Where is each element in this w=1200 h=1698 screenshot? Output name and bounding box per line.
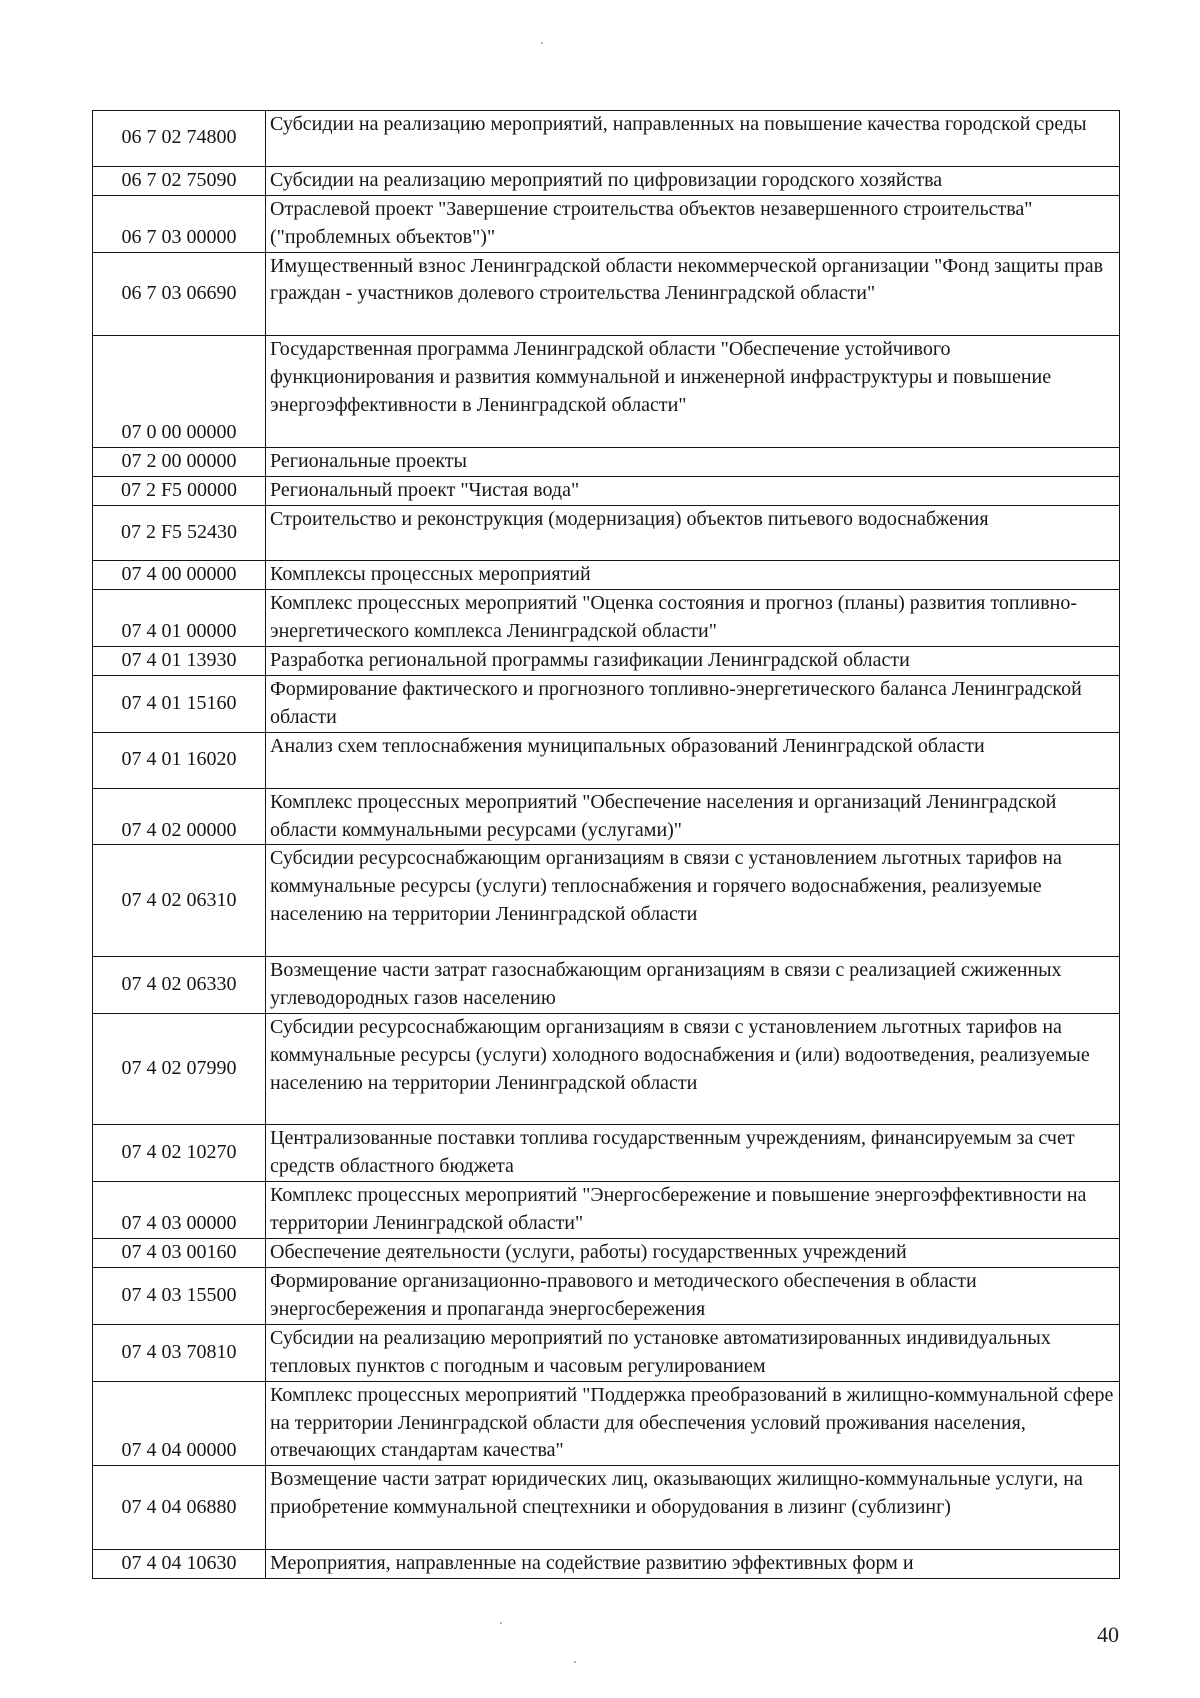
row-code: 07 4 03 00160 (93, 1239, 266, 1268)
row-code: 07 4 04 06880 (93, 1466, 266, 1550)
row-description: Формирование фактического и прогнозного топливно-энергетического баланса Ленинградской области (266, 676, 1120, 733)
table-row (93, 166, 1120, 195)
table-row (93, 561, 1120, 590)
row-code: 07 2 00 00000 (93, 447, 266, 476)
row-code: 07 4 02 00000 (93, 788, 266, 845)
table-row (93, 1267, 1120, 1324)
table-row (93, 1239, 1120, 1268)
row-description: Субсидии на реализацию мероприятий, направленных на повышение качества городской среды (266, 111, 1120, 167)
row-description: Анализ схем теплоснабжения муниципальных образований Ленинградской области (266, 732, 1120, 788)
row-description: Государственная программа Ленинградской области "Обеспечение устойчивого функционирования и развития коммунальной и инженерной инфраструктуры и повышение энергоэффективности в Ленинградской области" (266, 336, 1120, 448)
row-description: Мероприятия, направленные на содействие развитию эффективных форм и (266, 1550, 1120, 1579)
row-description: Субсидии на реализацию мероприятий по установке автоматизированных индивидуальных тепловых пунктов с погодным и часовым регулированием (266, 1324, 1120, 1381)
row-description: Субсидии на реализацию мероприятий по цифровизации городского хозяйства (266, 166, 1120, 195)
table-row (93, 676, 1120, 733)
row-description: Возмещение части затрат юридических лиц, оказывающих жилищно-коммунальные услуги, на приобретение коммунальной спецтехники и оборудования в лизинг (сублизинг) (266, 1466, 1120, 1550)
budget-classification-table (92, 110, 1120, 1579)
table-row (93, 590, 1120, 647)
row-description: Комплекс процессных мероприятий "Энергосбережение и повышение энергоэффективности на территории Ленинградской области" (266, 1182, 1120, 1239)
row-code: 07 4 03 70810 (93, 1324, 266, 1381)
row-code: 07 4 01 16020 (93, 732, 266, 788)
row-description: Централизованные поставки топлива государственным учреждениям, финансируемым за счет средств областного бюджета (266, 1125, 1120, 1182)
row-code: 07 4 03 00000 (93, 1182, 266, 1239)
row-description: Комплекс процессных мероприятий "Обеспечение населения и организаций Ленинградской области коммунальными ресурсами (услугами)" (266, 788, 1120, 845)
table-row (93, 336, 1120, 448)
row-description: Региональные проекты (266, 447, 1120, 476)
row-description: Региональный проект "Чистая вода" (266, 476, 1120, 505)
row-description: Отраслевой проект "Завершение строительства объектов незавершенного строительства" ("проблемных объектов")" (266, 195, 1120, 252)
row-description: Комплекс процессных мероприятий "Оценка состояния и прогноз (планы) развития топливно-энергетического комплекса Ленинградской области" (266, 590, 1120, 647)
row-description: Возмещение части затрат газоснабжающим организациям в связи с реализацией сжиженных углеводородных газов населению (266, 957, 1120, 1014)
table-row (93, 788, 1120, 845)
row-code: 07 4 01 00000 (93, 590, 266, 647)
scan-speck (541, 42, 543, 44)
table-row (93, 1324, 1120, 1381)
row-description: Формирование организационно-правового и методического обеспечения в области энергосбережения и пропаганда энергосбережения (266, 1267, 1120, 1324)
row-code: 07 4 00 00000 (93, 561, 266, 590)
row-description: Имущественный взнос Ленинградской области некоммерческой организации "Фонд защиты прав граждан - участников долевого строительства Ленинградской области" (266, 252, 1120, 336)
row-code: 07 4 03 15500 (93, 1267, 266, 1324)
row-description: Субсидии ресурсоснабжающим организациям в связи с установлением льготных тарифов на коммунальные ресурсы (услуги) теплоснабжения и горячего водоснабжения, реализуемые населению на территории Ленинградской области (266, 845, 1120, 957)
table-row (93, 447, 1120, 476)
row-code: 07 4 02 06330 (93, 957, 266, 1014)
table-row (93, 195, 1120, 252)
row-code: 07 4 01 15160 (93, 676, 266, 733)
table-body (93, 111, 1120, 1579)
row-code: 07 0 00 00000 (93, 336, 266, 448)
row-description: Комплекс процессных мероприятий "Поддержка преобразований в жилищно-коммунальной сфере на территории Ленинградской области для обеспечения условий проживания населения, отвечающих стандартам качества" (266, 1381, 1120, 1466)
row-code: 06 7 03 00000 (93, 195, 266, 252)
table-row (93, 111, 1120, 167)
row-code: 07 4 04 10630 (93, 1550, 266, 1579)
row-code: 07 4 01 13930 (93, 647, 266, 676)
table-row (93, 1013, 1120, 1125)
scan-speck (574, 1661, 576, 1663)
row-description: Разработка региональной программы газификации Ленинградской области (266, 647, 1120, 676)
row-code: 07 4 02 10270 (93, 1125, 266, 1182)
table-row (93, 1550, 1120, 1579)
row-code: 07 2 F5 52430 (93, 505, 266, 561)
row-description: Субсидии ресурсоснабжающим организациям в связи с установлением льготных тарифов на коммунальные ресурсы (услуги) холодного водоснабжения и (или) водоотведения, реализуемые населению на территории Ленинградской области (266, 1013, 1120, 1125)
row-description: Строительство и реконструкция (модернизация) объектов питьевого водоснабжения (266, 505, 1120, 561)
row-code: 07 4 02 07990 (93, 1013, 266, 1125)
table-row (93, 1182, 1120, 1239)
table-row (93, 1466, 1120, 1550)
row-code: 07 2 F5 00000 (93, 476, 266, 505)
row-code: 07 4 02 06310 (93, 845, 266, 957)
table-row (93, 647, 1120, 676)
row-code: 06 7 03 06690 (93, 252, 266, 336)
row-code: 06 7 02 75090 (93, 166, 266, 195)
row-code: 06 7 02 74800 (93, 111, 266, 167)
table-row (93, 957, 1120, 1014)
table-row (93, 252, 1120, 336)
table-row (93, 732, 1120, 788)
row-description: Комплексы процессных мероприятий (266, 561, 1120, 590)
table-row (93, 845, 1120, 957)
table-row (93, 1381, 1120, 1466)
table-row (93, 476, 1120, 505)
page-number: 40 (1097, 1622, 1119, 1647)
scan-speck (500, 1622, 502, 1624)
table-row (93, 1125, 1120, 1182)
table-row (93, 505, 1120, 561)
row-description: Обеспечение деятельности (услуги, работы) государственных учреждений (266, 1239, 1120, 1268)
row-code: 07 4 04 00000 (93, 1381, 266, 1466)
